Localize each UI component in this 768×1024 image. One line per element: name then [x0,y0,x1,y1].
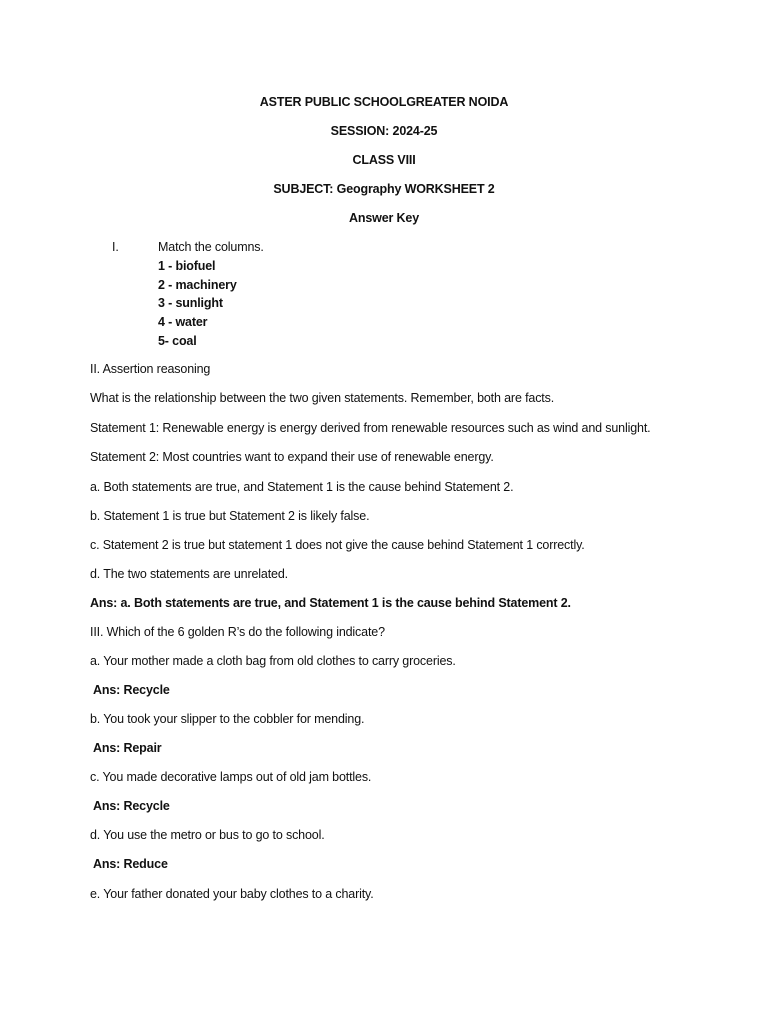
match-answer: 1 - biofuel [158,259,216,273]
subject-label: SUBJECT: Geography WORKSHEET 2 [273,182,495,196]
session-label: SESSION: 2024-25 [330,124,438,138]
option-a: a. Both statements are true, and Statement 1 is the cause behind Statement 2. [90,480,514,494]
section1-numeral: I. [112,240,119,254]
match-answer: 5- coal [158,334,197,348]
statement-1: Statement 1: Renewable energy is energy derived from renewable resources such as wind and sunlight. [90,421,651,435]
option-c: c. Statement 2 is true but statement 1 does not give the cause behind Statement 1 correctly. [90,538,585,552]
section1-title: Match the columns. [158,240,264,254]
section2-answer: Ans: a. Both statements are true, and Statement 1 is the cause behind Statement 2. [90,596,571,610]
section2-question: What is the relationship between the two given statements. Remember, both are facts. [90,391,555,405]
class-label: CLASS VIII [352,153,416,167]
statement-2: Statement 2: Most countries want to expand their use of renewable energy. [90,450,494,464]
match-answer: 3 - sunlight [158,296,223,310]
answer-d: Ans: Reduce [93,857,168,871]
school-name: ASTER PUBLIC SCHOOLGREATER NOIDA [259,95,509,109]
question-e: e. Your father donated your baby clothes to a charity. [90,887,374,901]
option-b: b. Statement 1 is true but Statement 2 is likely false. [90,509,370,523]
match-answer: 2 - machinery [158,278,237,292]
section2-title: II. Assertion reasoning [90,362,211,376]
option-d: d. The two statements are unrelated. [90,567,288,581]
question-d: d. You use the metro or bus to go to school. [90,828,325,842]
answer-c: Ans: Recycle [93,799,170,813]
question-b: b. You took your slipper to the cobbler for mending. [90,712,365,726]
answer-key-title: Answer Key [348,211,420,225]
match-answer: 4 - water [158,315,208,329]
answer-b: Ans: Repair [93,741,162,755]
question-c: c. You made decorative lamps out of old jam bottles. [90,770,372,784]
section3-title: III. Which of the 6 golden R’s do the following indicate? [90,625,385,639]
answer-a: Ans: Recycle [93,683,170,697]
question-a: a. Your mother made a cloth bag from old clothes to carry groceries. [90,654,456,668]
